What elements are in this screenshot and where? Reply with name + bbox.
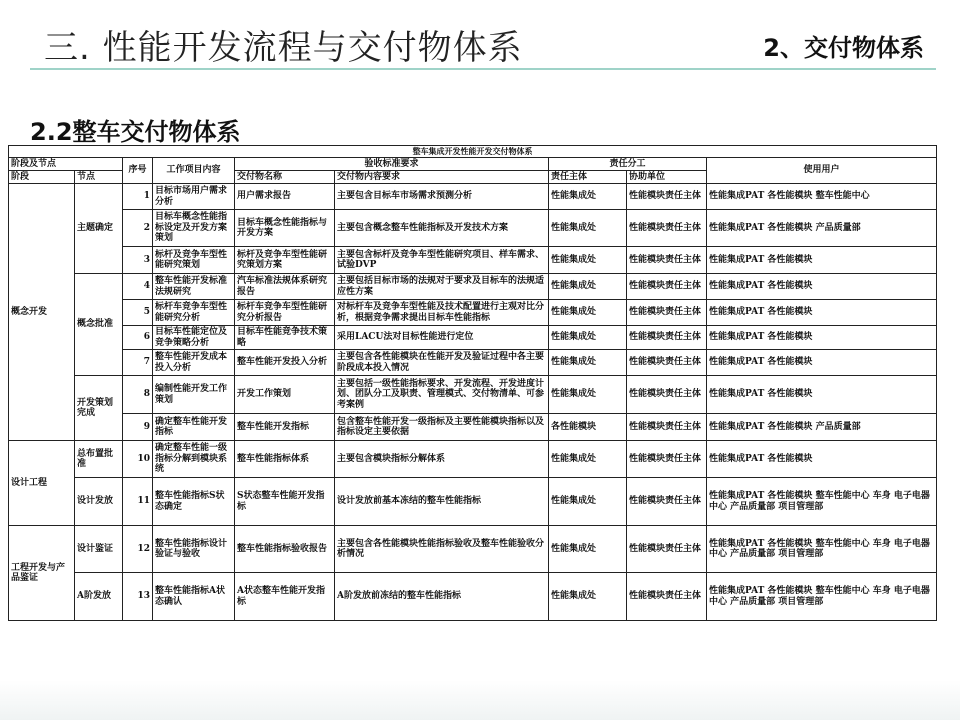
assist-cell: 性能模块责任主体 <box>627 350 707 376</box>
header-owner: 责任主体 <box>549 171 627 184</box>
table-row <box>9 573 937 621</box>
owner-cell: 性能集成处 <box>549 274 627 300</box>
table-row <box>9 376 937 414</box>
deliverable-content-cell: 对标杆车及竞争车型性能及技术配置进行主观对比分析，根据竞争需求提出目标车性能指标 <box>335 300 549 326</box>
deliverable-name-cell: 汽车标准法规体系研究报告 <box>235 274 335 300</box>
seq-cell: 10 <box>123 441 153 478</box>
table-row <box>9 350 937 376</box>
users-cell: 性能集成PAT 各性能模块 <box>707 326 937 350</box>
seq-cell: 1 <box>123 184 153 210</box>
table-row <box>9 441 937 478</box>
header-stage-node: 阶段及节点 <box>9 158 123 171</box>
header-deliverable-content: 交付物内容要求 <box>335 171 549 184</box>
owner-cell: 性能集成处 <box>549 210 627 247</box>
assist-cell: 性能模块责任主体 <box>627 414 707 441</box>
users-cell: 性能集成PAT 各性能模块 <box>707 350 937 376</box>
table-caption: 整车集成开发性能开发交付物体系 <box>9 146 937 158</box>
assist-cell: 性能模块责任主体 <box>627 300 707 326</box>
seq-cell: 12 <box>123 526 153 573</box>
seq-cell: 4 <box>123 274 153 300</box>
users-cell: 性能集成PAT 各性能模块 产品质量部 <box>707 414 937 441</box>
owner-cell: 性能集成处 <box>549 441 627 478</box>
table-row <box>9 274 937 300</box>
footer-shadow <box>0 680 960 720</box>
deliverable-name-cell: 标杆车竞争车型性能研究分析报告 <box>235 300 335 326</box>
table-row <box>9 478 937 526</box>
work-cell: 目标车概念性能指标设定及开发方案策划 <box>153 210 235 247</box>
header-seq: 序号 <box>123 158 153 184</box>
deliverables-table <box>8 145 937 621</box>
stage-cell: 工程开发与产品鉴证 <box>9 526 75 621</box>
users-cell: 性能集成PAT 各性能模块 <box>707 300 937 326</box>
deliverable-name-cell: 整车性能开发指标 <box>235 414 335 441</box>
assist-cell: 性能模块责任主体 <box>627 526 707 573</box>
users-cell: 性能集成PAT 各性能模块 产品质量部 <box>707 210 937 247</box>
assist-cell: 性能模块责任主体 <box>627 573 707 621</box>
node-cell: 总布置批准 <box>75 441 123 478</box>
node-cell: 设计鉴证 <box>75 526 123 573</box>
owner-cell: 性能集成处 <box>549 184 627 210</box>
deliverable-content-cell: 采用LACU法对目标性能进行定位 <box>335 326 549 350</box>
owner-cell: 性能集成处 <box>549 247 627 274</box>
stage-cell: 概念开发 <box>9 184 75 441</box>
header-work-content: 工作项目内容 <box>153 158 235 184</box>
header-users: 使用用户 <box>707 158 937 184</box>
users-cell: 性能集成PAT 各性能模块 整车性能中心 车身 电子电器中心 产品质量部 项目管理部 <box>707 526 937 573</box>
seq-cell: 8 <box>123 376 153 414</box>
deliverable-name-cell: 开发工作策划 <box>235 376 335 414</box>
owner-cell: 各性能模块 <box>549 414 627 441</box>
seq-cell: 7 <box>123 350 153 376</box>
stage-cell: 设计工程 <box>9 441 75 526</box>
node-cell: A阶发放 <box>75 573 123 621</box>
node-cell: 概念批准 <box>75 274 123 376</box>
work-cell: 目标车性能定位及竞争策略分析 <box>153 326 235 350</box>
work-cell: 整车性能开发标准法规研究 <box>153 274 235 300</box>
section-label: 2、交付物体系 <box>763 34 924 62</box>
deliverable-name-cell: 目标车性能竞争技术策略 <box>235 326 335 350</box>
work-cell: 确定整车性能一级指标分解到模块系统 <box>153 441 235 478</box>
deliverable-content-cell: 主要包含目标车市场需求预测分析 <box>335 184 549 210</box>
users-cell: 性能集成PAT 各性能模块 <box>707 247 937 274</box>
deliverable-name-cell: 目标车概念性能指标与开发方案 <box>235 210 335 247</box>
deliverable-content-cell: 主要包含概念整车性能指标及开发技术方案 <box>335 210 549 247</box>
node-cell: 开发策划完成 <box>75 376 123 441</box>
table-row <box>9 184 937 210</box>
users-cell: 性能集成PAT 各性能模块 整车性能中心 车身 电子电器中心 产品质量部 项目管理部 <box>707 573 937 621</box>
work-cell: 整车性能指标A状态确认 <box>153 573 235 621</box>
seq-cell: 3 <box>123 247 153 274</box>
seq-cell: 13 <box>123 573 153 621</box>
users-cell: 性能集成PAT 各性能模块 <box>707 376 937 414</box>
owner-cell: 性能集成处 <box>549 300 627 326</box>
deliverable-name-cell: S状态整车性能开发指标 <box>235 478 335 526</box>
work-cell: 目标市场用户需求分析 <box>153 184 235 210</box>
assist-cell: 性能模块责任主体 <box>627 184 707 210</box>
table-row <box>9 300 937 326</box>
deliverable-name-cell: 整车性能指标体系 <box>235 441 335 478</box>
table-row <box>9 210 937 247</box>
table-row <box>9 326 937 350</box>
deliverable-content-cell: 包含整车性能开发一级指标及主要性能模块指标以及指标设定主要依据 <box>335 414 549 441</box>
deliverable-name-cell: 标杆及竞争车型性能研究策划方案 <box>235 247 335 274</box>
assist-cell: 性能模块责任主体 <box>627 478 707 526</box>
work-cell: 标杆车竞争车型性能研究分析 <box>153 300 235 326</box>
assist-cell: 性能模块责任主体 <box>627 247 707 274</box>
deliverable-content-cell: 主要包含模块指标分解体系 <box>335 441 549 478</box>
work-cell: 标杆及竞争车型性能研究策划 <box>153 247 235 274</box>
deliverable-content-cell: 主要包括一级性能指标要求、开发流程、开发进度计划、团队分工及职责、管理模式、交付物清单、可参考案例 <box>335 376 549 414</box>
work-cell: 整车性能指标S状态确定 <box>153 478 235 526</box>
owner-cell: 性能集成处 <box>549 478 627 526</box>
node-cell: 主题确定 <box>75 184 123 274</box>
assist-cell: 性能模块责任主体 <box>627 210 707 247</box>
header-divider <box>30 68 936 70</box>
deliverable-content-cell: 设计发放前基本冻结的整车性能指标 <box>335 478 549 526</box>
header-node: 节点 <box>75 171 123 184</box>
seq-cell: 2 <box>123 210 153 247</box>
deliverable-content-cell: 主要包含各性能模块性能指标验收及整车性能验收分析情况 <box>335 526 549 573</box>
work-cell: 编制性能开发工作策划 <box>153 376 235 414</box>
header-acceptance: 验收标准要求 <box>235 158 549 171</box>
header-stage: 阶段 <box>9 171 75 184</box>
owner-cell: 性能集成处 <box>549 326 627 350</box>
work-cell: 整车性能开发成本投入分析 <box>153 350 235 376</box>
users-cell: 性能集成PAT 各性能模块 整车性能中心 车身 电子电器中心 产品质量部 项目管理部 <box>707 478 937 526</box>
seq-cell: 5 <box>123 300 153 326</box>
assist-cell: 性能模块责任主体 <box>627 376 707 414</box>
assist-cell: 性能模块责任主体 <box>627 441 707 478</box>
node-cell: 设计发放 <box>75 478 123 526</box>
deliverable-content-cell: A阶发放前冻结的整车性能指标 <box>335 573 549 621</box>
users-cell: 性能集成PAT 各性能模块 整车性能中心 <box>707 184 937 210</box>
owner-cell: 性能集成处 <box>549 376 627 414</box>
assist-cell: 性能模块责任主体 <box>627 274 707 300</box>
seq-cell: 9 <box>123 414 153 441</box>
header-responsibility: 责任分工 <box>549 158 707 171</box>
table-row <box>9 414 937 441</box>
deliverable-name-cell: 整车性能指标验收报告 <box>235 526 335 573</box>
deliverable-name-cell: A状态整车性能开发指标 <box>235 573 335 621</box>
deliverable-name-cell: 用户需求报告 <box>235 184 335 210</box>
header-assist: 协助单位 <box>627 171 707 184</box>
owner-cell: 性能集成处 <box>549 573 627 621</box>
seq-cell: 11 <box>123 478 153 526</box>
work-cell: 确定整车性能开发指标 <box>153 414 235 441</box>
table-row <box>9 247 937 274</box>
page-title: 三. 性能开发流程与交付物体系 <box>44 28 523 68</box>
assist-cell: 性能模块责任主体 <box>627 326 707 350</box>
table-row <box>9 526 937 573</box>
users-cell: 性能集成PAT 各性能模块 <box>707 441 937 478</box>
deliverable-content-cell: 主要包含标杆及竞争车型性能研究项目、样车需求、试验DVP <box>335 247 549 274</box>
deliverables-table-container <box>8 145 936 621</box>
header-deliverable-name: 交付物名称 <box>235 171 335 184</box>
deliverable-name-cell: 整车性能开发投入分析 <box>235 350 335 376</box>
work-cell: 整车性能指标设计验证与验收 <box>153 526 235 573</box>
sub-title: 2.2整车交付物体系 <box>30 118 241 146</box>
users-cell: 性能集成PAT 各性能模块 <box>707 274 937 300</box>
seq-cell: 6 <box>123 326 153 350</box>
owner-cell: 性能集成处 <box>549 350 627 376</box>
deliverable-content-cell: 主要包含各性能模块在性能开发及验证过程中各主要阶段成本投入情况 <box>335 350 549 376</box>
owner-cell: 性能集成处 <box>549 526 627 573</box>
deliverable-content-cell: 主要包括目标市场的法规对于要求及目标车的法规适应性方案 <box>335 274 549 300</box>
